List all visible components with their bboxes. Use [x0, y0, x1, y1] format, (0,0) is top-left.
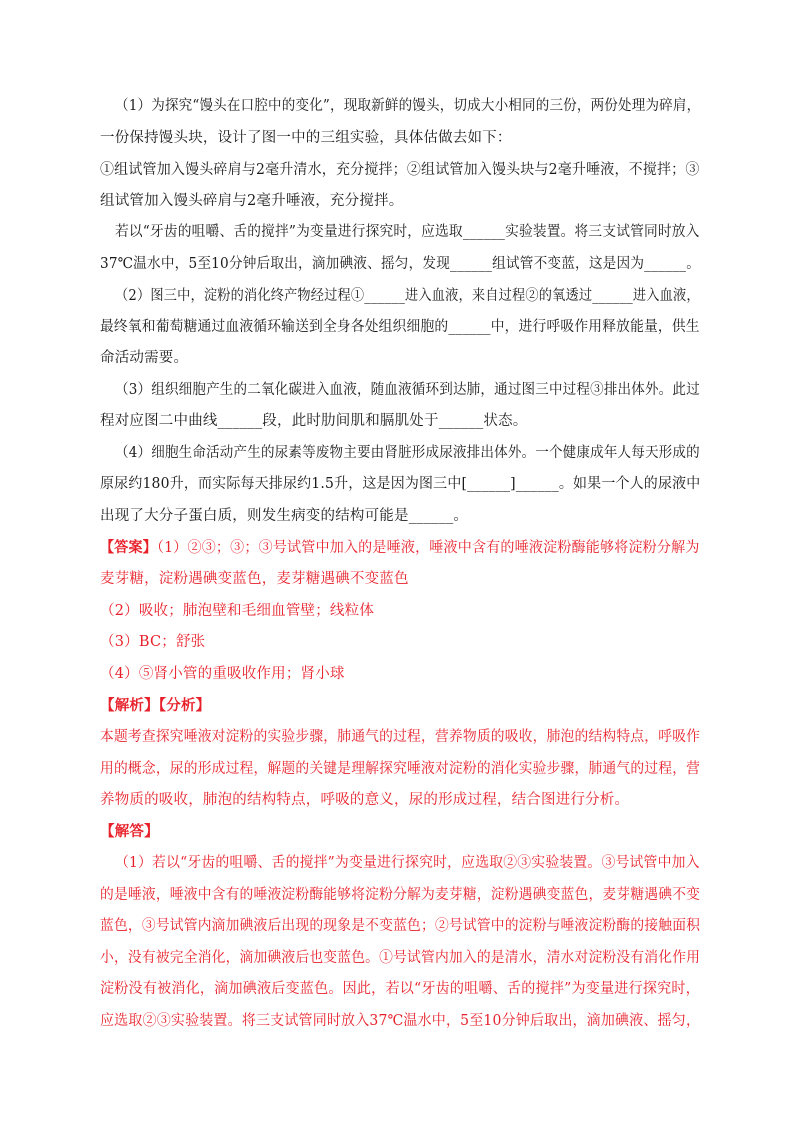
solution-line-6: 应选取②③实验装置。将三支试管同时放入37℃温水中，5至10分钟后取出，滴加碘液、摇匀，	[100, 1013, 701, 1029]
analysis-line-1: 本题考查探究唾液对淀粉的实验步骤，肺通气的过程，营养物质的吸收，肺泡的结构特点，呼吸作	[100, 729, 701, 745]
answer-line-2: 麦芽糖，淀粉遇碘变蓝色，麦芽糖遇碘不变蓝色	[100, 571, 409, 587]
analysis-line-3: 养物质的吸收，肺泡的结构特点，呼吸的意义，尿的形成过程，结合图进行分析。	[100, 792, 630, 808]
q4-line-2: 原尿约180升，而实际每天排尿约1.5升，这是因为图三中[______]______。如果一个人的尿液中	[100, 476, 701, 492]
q1-line-2: 一份保持馒头块，设计了图一中的三组实验，具体估做去如下：	[100, 130, 512, 146]
q1-line-4: 组试管加入馒头碎肩与2毫升唾液，充分搅拌。	[100, 193, 404, 209]
q1-line-3: ①组试管加入馒头碎肩与2毫升清水，充分搅拌；②组试管加入馒头块与2毫升唾液，不搅拌；③	[100, 162, 700, 178]
q2-line-3: 命活动需要。	[100, 350, 189, 366]
q2-line-1: （2）图三中，淀粉的消化终产物经过程①______进入血液，来自过程②的氧透过______进入血液，	[115, 288, 700, 304]
solution-line-2: 的是唾液，唾液中含有的唾液淀粉酶能够将淀粉分解为麦芽糖，淀粉遇碘变蓝色，麦芽糖遇碘不变	[100, 887, 701, 903]
answer-line-1	[100, 538, 700, 558]
answer-2: （2）吸收；肺泡壁和毛细血管壁；线粒体	[100, 603, 375, 619]
q2-line-2: 最终氧和葡萄糖通过血液循环输送到全身各处组织细胞的______中，进行呼吸作用释放能量，供生	[100, 319, 700, 335]
solution-line-4: 小，没有被完全消化，滴加碘液后也变蓝色。①号试管内加入的是清水，清水对淀粉没有消化作用	[100, 950, 701, 966]
q1-line-6: 37℃温水中，5至10分钟后取出，滴加碘液、摇匀，发现______组试管不变蓝，这是因为______。	[100, 256, 701, 272]
answer-4: （4）⑤肾小管的重吸收作用；肾小球	[100, 666, 345, 682]
q3-line-2: 程对应图二中曲线______段，此时肋间肌和膈肌处于______状态。	[100, 413, 528, 429]
q3-line-1: （3）组织细胞产生的二氧化碳进入血液，随血液循环到达肺，通过图三中过程③排出体外。此过	[115, 382, 700, 398]
solution-tag: 【解答】	[100, 823, 159, 840]
q1-line-1: （1）为探究“馒头在口腔中的变化”，现取新鲜的馒头，切成大小相同的三份，两份处理为碎肩，	[115, 98, 701, 114]
answer-1-text: （1）②③；③；③号试管中加入的是唾液，唾液中含有的唾液淀粉酶能够将淀粉分解为	[156, 540, 700, 556]
q1-line-5: 若以“牙齿的咀嚼、舌的搅拌”为变量进行探究时，应选取______实验装置。将三支试管同时放入	[115, 224, 700, 240]
analysis-tag: 【解析】【分析】	[100, 697, 211, 714]
q4-line-1: （4）细胞生命活动产生的尿素等废物主要由肾脏形成尿液排出体外。一个健康成年人每天形成的	[115, 445, 700, 461]
solution-line-3: 蓝色，③号试管内滴加碘液后出现的现象是不变蓝色；②号试管中的淀粉与唾液淀粉酶的接触面积	[100, 918, 701, 934]
analysis-line-2: 用的概念，尿的形成过程，解题的关键是理解探究唾液对淀粉的消化实验步骤，肺通气的过程，营	[100, 761, 701, 777]
answer-3: （3）BC；舒张	[100, 634, 206, 650]
answer-tag: 【答案】	[100, 539, 157, 556]
solution-line-1: （1）若以“牙齿的咀嚼、舌的搅拌”为变量进行探究时，应选取②③实验装置。③号试管中加入	[115, 855, 700, 871]
q4-line-3: 出现了大分子蛋白质，则发生病变的结构可能是______。	[100, 508, 469, 524]
solution-line-5: 淀粉没有被消化，滴加碘液后变蓝色。因此，若以“牙齿的咀嚼、舌的搅拌”为变量进行探究时，	[100, 981, 700, 997]
